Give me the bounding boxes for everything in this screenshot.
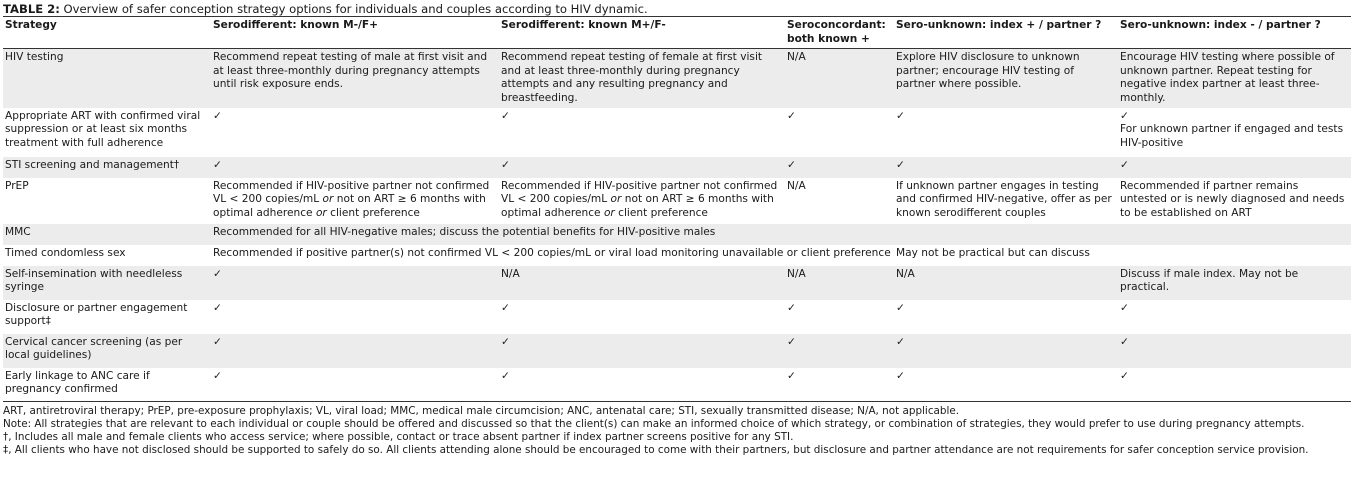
table-cell: If unknown partner engages in testing and confirmed HIV-negative, offer as per known serodifferent couples <box>896 179 1112 219</box>
cell-note: For unknown partner if engaged and tests HIV-positive <box>1120 123 1344 149</box>
footnote-dagger: †, Includes all male and female clients who access service; where possible, contact or trace absent partner if index partner screens positive for any STI. <box>3 431 794 443</box>
table-cell: Recommend repeat testing of female at first visit and at least three-monthly during pregnancy attempts and any resulting pregnancy and breastfeeding. <box>501 51 763 104</box>
cell-text-italic: or <box>315 206 327 219</box>
row-label: Appropriate ART with confirmed viral suppression or at least six months treatment with full adherence <box>5 109 201 149</box>
table-cell: N/A <box>787 179 806 192</box>
check-mark: ✓ <box>896 369 905 382</box>
check-mark: ✓ <box>213 301 222 314</box>
check-mark: ✓ <box>213 369 222 382</box>
table-row <box>3 300 1351 334</box>
row-label: MMC <box>5 225 31 238</box>
check-mark: ✓ <box>213 267 222 280</box>
table-cell <box>499 178 785 224</box>
row-label: Self-insemination with needleless syringe <box>5 267 183 293</box>
check-mark: ✓ <box>1120 109 1129 122</box>
header-sero-unknown-index-neg: Sero-unknown: index - / partner ? <box>1120 19 1321 31</box>
table-cell: N/A <box>787 51 806 63</box>
row-label: Early linkage to ANC care if pregnancy confirmed <box>5 369 150 395</box>
table-row <box>3 266 1351 300</box>
table-row <box>3 368 1351 402</box>
cell-text: not on ART ≥ 6 months with optimal adherence <box>213 193 486 219</box>
check-mark: ✓ <box>213 335 222 348</box>
table-row <box>3 178 1351 224</box>
table-caption <box>3 2 1351 16</box>
row-label: STI screening and management† <box>5 158 180 171</box>
table-cell: N/A <box>896 267 915 280</box>
table-cell <box>211 178 499 224</box>
table-cell: Explore HIV disclosure to unknown partner; encourage HIV testing of partner where possible. <box>896 51 1080 90</box>
cell-text-italic: or <box>603 206 615 219</box>
footnote-note: Note: All strategies that are relevant to each individual or couple should be offered and discussed so that the client(s) can make an informed choice of which strategy, or combination of strategies, they would prefer to use during pregnancy attempts. <box>3 418 1305 430</box>
table-cell: May not be practical but can discuss <box>896 246 1090 259</box>
table-row <box>3 157 1351 178</box>
row-label: PrEP <box>5 179 29 192</box>
cell-text-italic: or <box>322 193 334 205</box>
check-mark: ✓ <box>213 158 222 171</box>
check-mark: ✓ <box>1120 158 1129 171</box>
footnote-double-dagger: ‡, All clients who have not disclosed should be supported to safely do so. All clients attending alone should be encouraged to come with their partners, but disclosure and partner attendance are not requirements for safer conception service provision. <box>3 444 1309 456</box>
table-header-row <box>3 17 1351 49</box>
header-serodifferent-mf: Serodifferent: known M-/F+ <box>213 19 379 31</box>
table-cell: N/A <box>787 267 806 280</box>
strategy-table <box>3 16 1351 402</box>
cell-text: client preference <box>614 206 708 219</box>
table-row <box>3 224 1351 245</box>
check-mark: ✓ <box>501 109 510 122</box>
row-label: HIV testing <box>5 51 64 63</box>
footnote-abbreviations: ART, antiretroviral therapy; PrEP, pre-exposure prophylaxis; VL, viral load; MMC, medical male circumcision; ANC, antenatal care; STI, sexually transmitted disease; N/A, not applicable. <box>3 405 960 417</box>
cell-text-italic: or <box>610 193 622 205</box>
header-strategy: Strategy <box>5 19 57 31</box>
table-row <box>3 108 1351 157</box>
table-footnotes <box>3 405 1351 457</box>
table-cell: Encourage HIV testing where possible of unknown partner. Repeat testing for negative index partner at least three-monthly. <box>1120 51 1335 104</box>
check-mark: ✓ <box>896 335 905 348</box>
table-row <box>3 49 1351 108</box>
header-sero-unknown-index-pos: Sero-unknown: index + / partner ? <box>896 19 1102 31</box>
caption-text: Overview of safer conception strategy options for individuals and couples according to HIV dynamic. <box>59 2 648 16</box>
check-mark: ✓ <box>787 301 796 314</box>
table-cell: Discuss if male index. May not be practical. <box>1120 267 1299 293</box>
check-mark: ✓ <box>896 109 905 122</box>
row-label: Timed condomless sex <box>5 246 126 259</box>
table-cell: Recommend repeat testing of male at first visit and at least three-monthly during pregnancy attempts until risk exposure ends. <box>213 51 488 90</box>
table-row <box>3 245 1351 266</box>
check-mark: ✓ <box>787 335 796 348</box>
cell-text: Recommended if HIV-positive partner not confirmed VL < 200 copies/mL <box>501 179 778 205</box>
cell-text: client preference <box>326 206 420 219</box>
check-mark: ✓ <box>1120 369 1129 382</box>
table-cell: Recommended if positive partner(s) not confirmed VL < 200 copies/mL or viral load monitoring unavailable or client preference <box>213 246 891 259</box>
check-mark: ✓ <box>501 301 510 314</box>
check-mark: ✓ <box>787 109 796 122</box>
header-seroconcordant: Seroconcordant: both known + <box>787 19 886 45</box>
caption-label: TABLE 2: <box>3 2 60 16</box>
table-figure <box>3 0 1351 457</box>
cell-text: not on ART ≥ 6 months with optimal adherence <box>501 193 774 219</box>
table-row <box>3 334 1351 368</box>
row-label: Cervical cancer screening (as per local guidelines) <box>5 335 183 361</box>
check-mark: ✓ <box>501 369 510 382</box>
check-mark: ✓ <box>1120 335 1129 348</box>
row-label: Disclosure or partner engagement support‡ <box>5 301 188 327</box>
cell-text: Recommended if HIV-positive partner not confirmed VL < 200 copies/mL <box>213 179 490 205</box>
table-cell: Recommended if partner remains untested or is newly diagnosed and needs to be established on ART <box>1120 179 1345 219</box>
check-mark: ✓ <box>213 109 222 122</box>
check-mark: ✓ <box>501 335 510 348</box>
header-serodifferent-fm: Serodifferent: known M+/F- <box>501 19 666 31</box>
table-cell <box>1118 108 1351 157</box>
check-mark: ✓ <box>896 301 905 314</box>
check-mark: ✓ <box>787 158 796 171</box>
check-mark: ✓ <box>787 369 796 382</box>
check-mark: ✓ <box>896 158 905 171</box>
check-mark: ✓ <box>501 158 510 171</box>
table-cell: N/A <box>501 267 520 280</box>
check-mark: ✓ <box>1120 301 1129 314</box>
table-cell: Recommended for all HIV-negative males; discuss the potential benefits for HIV-positive males <box>213 225 716 238</box>
